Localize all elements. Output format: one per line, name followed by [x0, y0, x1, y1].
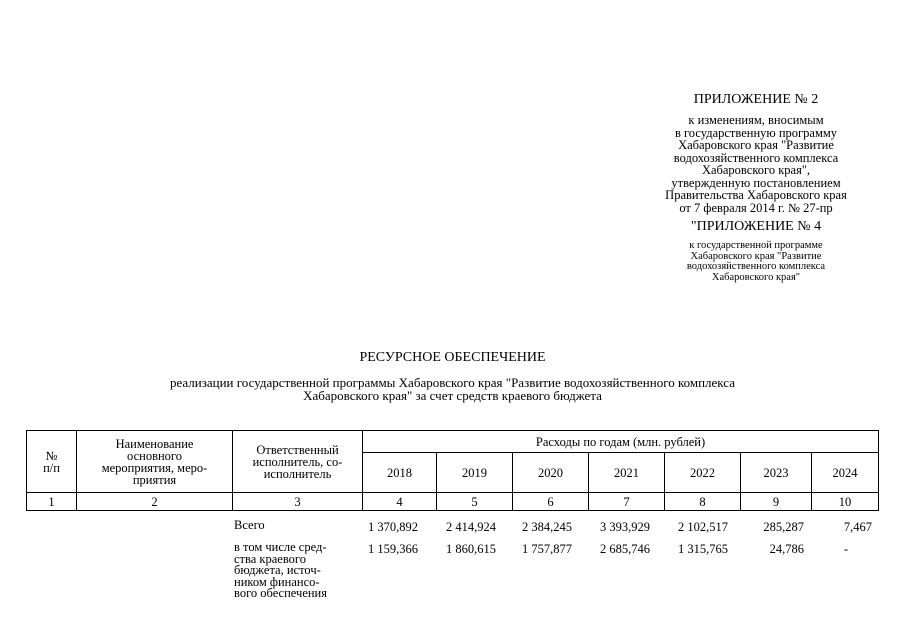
cell-2022: 1 315,765 — [678, 542, 728, 556]
document-title: РЕСУРСНОЕ ОБЕСПЕЧЕНИЕ — [359, 350, 546, 365]
year-2018: 2018 — [363, 453, 437, 493]
year-2024: 2024 — [812, 453, 879, 493]
col-number: 9 — [741, 493, 812, 511]
annex-line: в государственную программу — [674, 125, 838, 140]
year-2022: 2022 — [665, 453, 741, 493]
annex-4-title: "ПРИЛОЖЕНИЕ № 4 — [690, 219, 822, 234]
annex-line: от 7 февраля 2014 г. № 27-пр — [679, 200, 833, 215]
col-number: 10 — [812, 493, 879, 511]
cell-2021: 3 393,929 — [600, 520, 650, 534]
col-number: 8 — [665, 493, 741, 511]
annex-line: Хабаровского края" — [711, 271, 801, 283]
cell-2022: 2 102,517 — [678, 520, 728, 534]
cell-2024: - — [843, 542, 848, 556]
document-heading — [0, 350, 905, 402]
annex-line: Хабаровского края "Развитие — [690, 250, 822, 262]
annex-line: к государственной программе — [689, 240, 823, 251]
col-header-number: № п/п — [27, 431, 77, 493]
cell-2018: 1 370,892 — [368, 520, 418, 534]
annex-2-block — [622, 92, 890, 283]
cell-2020: 2 384,245 — [522, 520, 572, 534]
annex-line: к изменениям, вносимым — [688, 113, 824, 127]
cell-2023: 285,287 — [763, 520, 804, 534]
subtitle-line: реализации государственной программы Хабаровского края "Развитие водохозяйственного комплекса — [169, 375, 736, 390]
year-2020: 2020 — [513, 453, 589, 493]
row-label: в том числе сред- ства краевого бюджета, источ- ником финансо- вого обеспечения — [234, 540, 327, 600]
document-subtitle — [0, 376, 905, 402]
annex-line: утвержденную постановлением — [671, 175, 841, 190]
col-number: 7 — [589, 493, 665, 511]
year-2023: 2023 — [741, 453, 812, 493]
cell-2020: 1 757,877 — [522, 542, 572, 556]
col-header-name: Наименование основного мероприятия, меро- приятия — [77, 431, 233, 493]
year-2019: 2019 — [437, 453, 513, 493]
annex-line: Хабаровского края "Развитие — [678, 138, 834, 152]
col-header-expenses: Расходы по годам (млн. рублей) — [363, 431, 879, 453]
cell-2019: 1 860,615 — [446, 542, 496, 556]
col-number: 1 — [27, 493, 77, 511]
annex-2-text — [622, 114, 890, 214]
col-number: 4 — [363, 493, 437, 511]
cell-2018: 1 159,366 — [368, 542, 418, 556]
col-header-executor: Ответственный исполнитель, со- исполнитель — [233, 431, 363, 493]
resource-table-header — [26, 430, 879, 511]
annex-2-title: ПРИЛОЖЕНИЕ № 2 — [693, 92, 819, 107]
row-label: Всего — [234, 518, 265, 532]
cell-2019: 2 414,924 — [446, 520, 496, 534]
annex-line: водохозяйственного комплекса — [673, 150, 839, 165]
year-2021: 2021 — [589, 453, 665, 493]
col-number: 3 — [233, 493, 363, 511]
annex-line: водохозяйственного комплекса — [686, 261, 826, 272]
table-row-total — [0, 518, 905, 534]
cell-2024: 7,467 — [843, 520, 872, 534]
annex-line: Хабаровского края", — [701, 163, 811, 177]
annex-4-text — [622, 241, 890, 283]
annex-line: Правительства Хабаровского края — [665, 188, 847, 202]
col-number: 5 — [437, 493, 513, 511]
table-body — [0, 518, 905, 600]
cell-2023: 24,786 — [769, 542, 804, 556]
col-number: 2 — [77, 493, 233, 511]
cell-2021: 2 685,746 — [600, 542, 650, 556]
subtitle-line: Хабаровского края" за счет средств краевого бюджета — [303, 388, 602, 403]
table-row-regional — [0, 540, 905, 600]
col-number: 6 — [513, 493, 589, 511]
